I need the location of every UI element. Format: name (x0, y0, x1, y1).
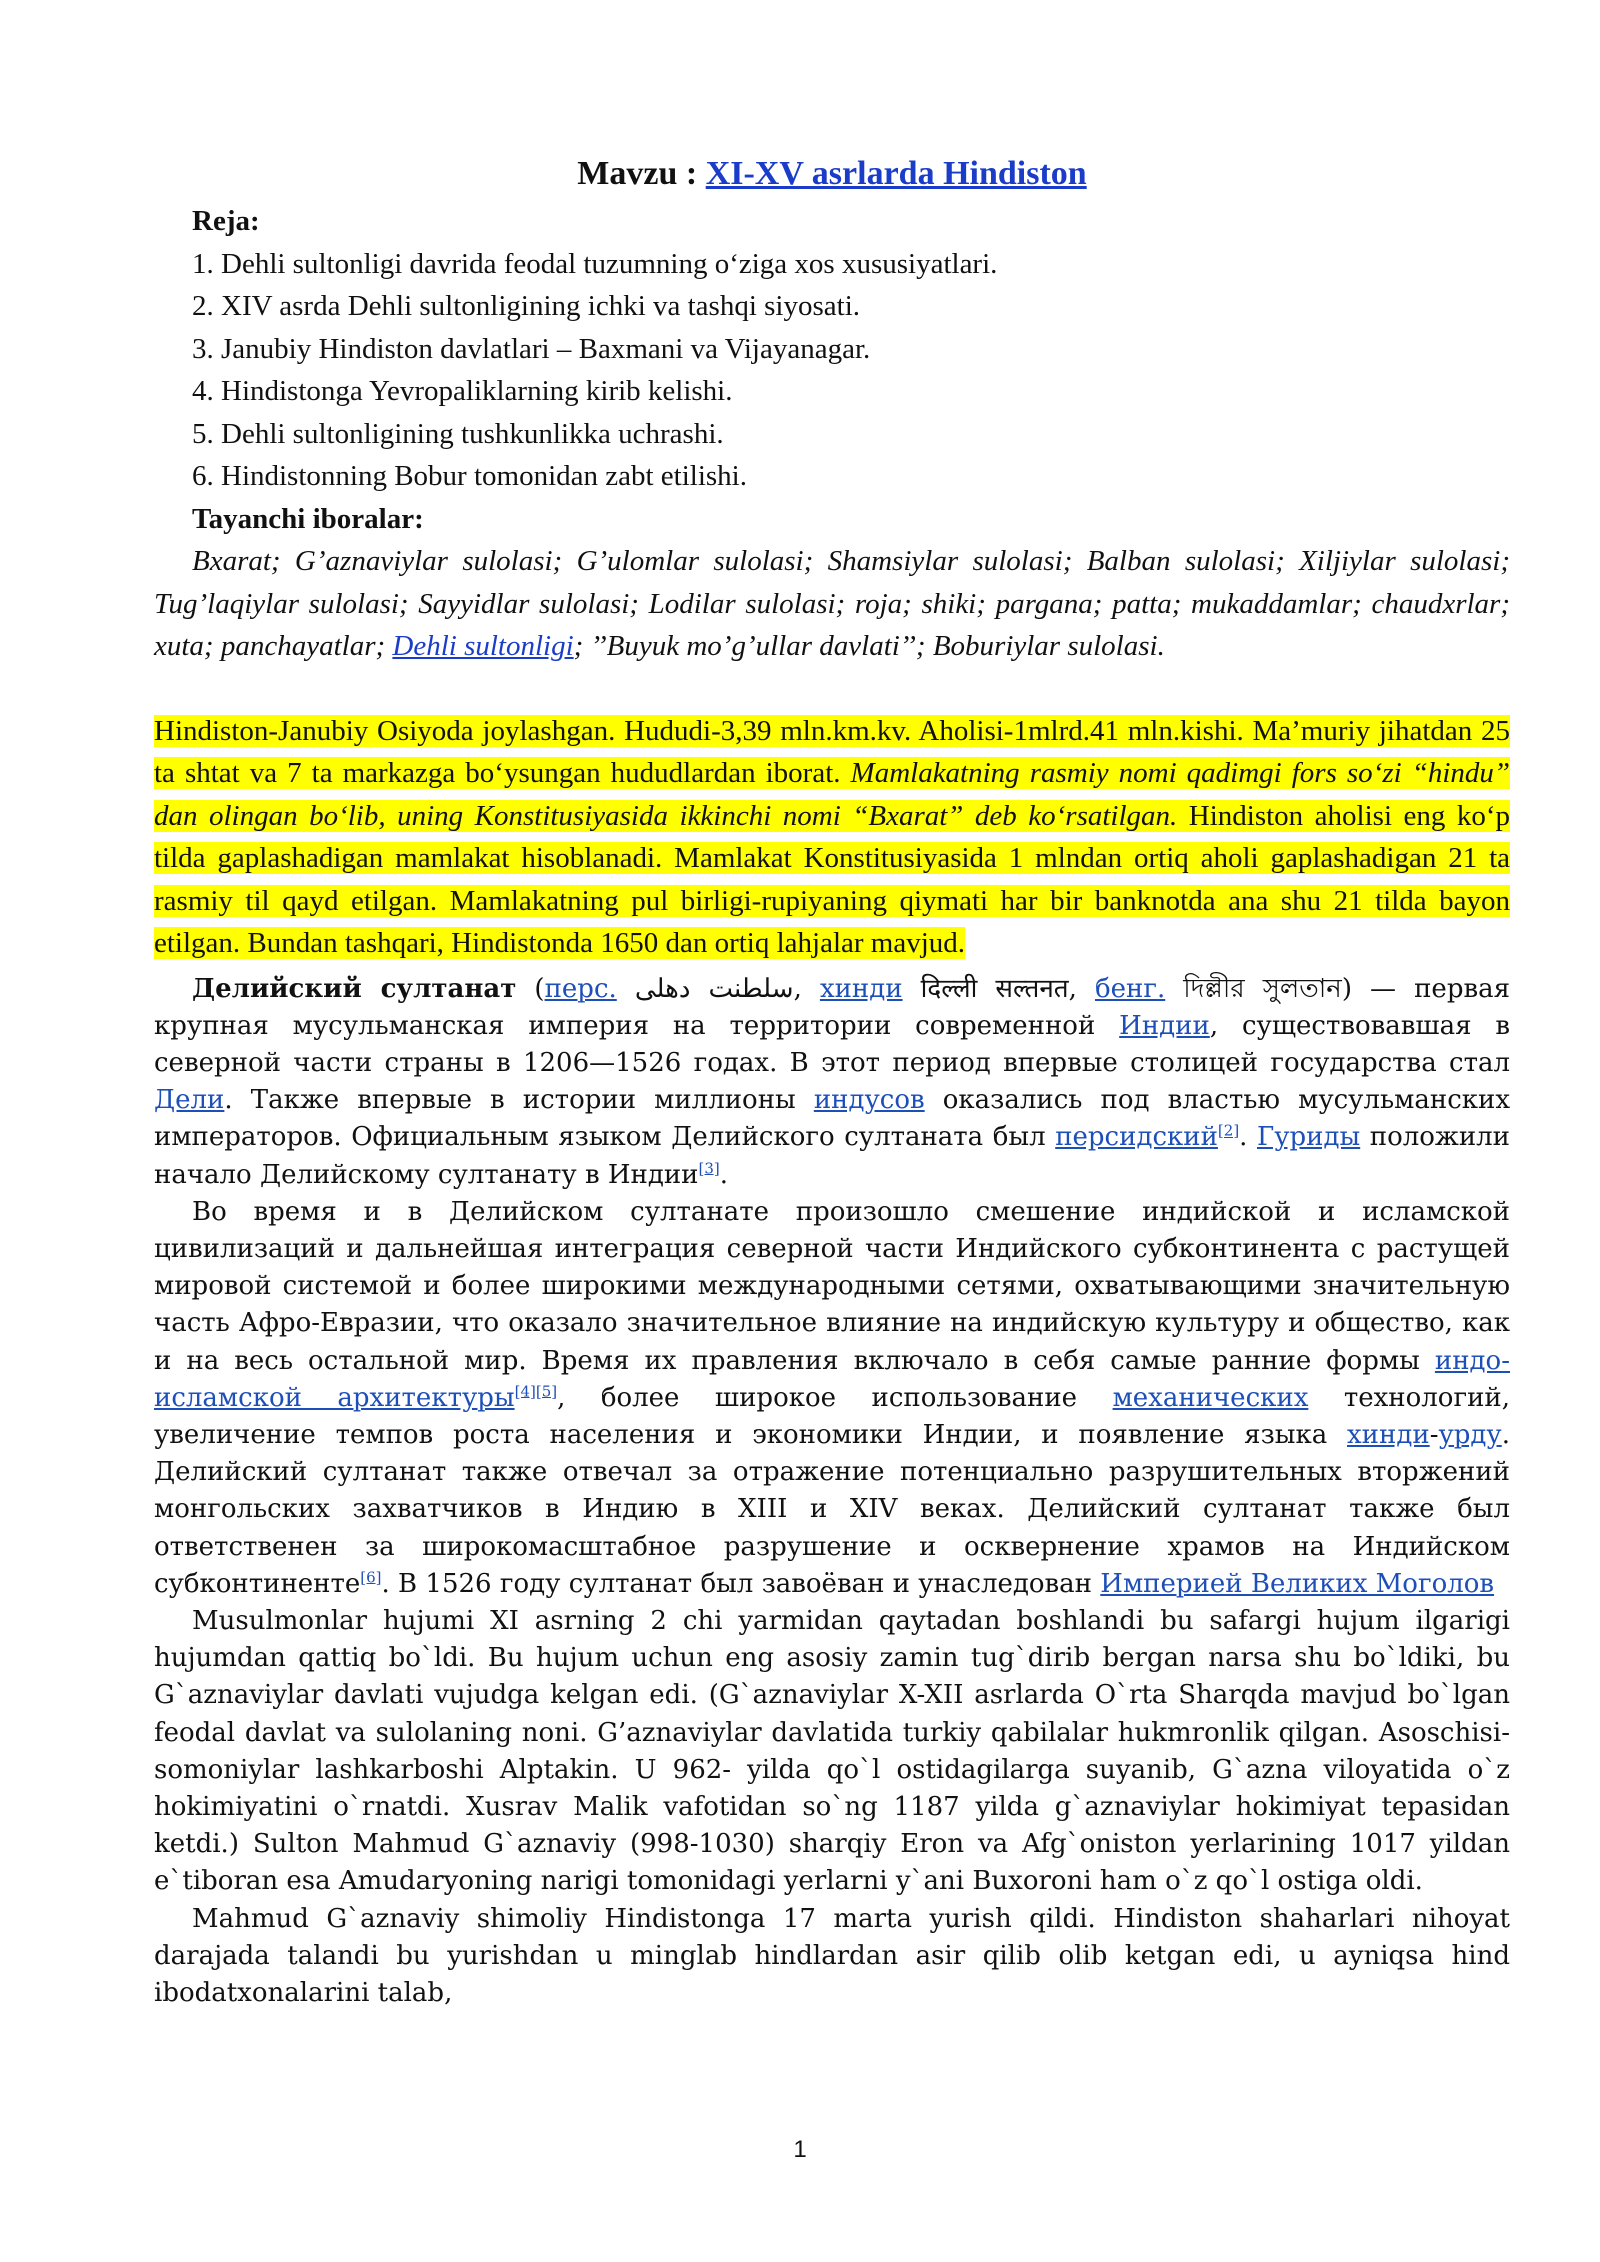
plan-item: 6. Hindistonning Bobur tomonidan zabt etilishi. (192, 460, 747, 492)
link-ghurids[interactable]: Гуриды (1257, 1122, 1361, 1153)
page-number: 1 (793, 2136, 807, 2163)
footnote-5[interactable]: [5] (535, 1382, 558, 1401)
page-title (154, 148, 1510, 200)
link-hindi[interactable]: хинди (819, 973, 903, 1004)
keywords-paragraph (154, 540, 1510, 668)
plan-item: 4. Hindistonga Yevropaliklarning kirib kelishi. (192, 375, 733, 407)
ru-paragraph-1 (154, 971, 1510, 1194)
link-mechanical[interactable]: механических (1112, 1382, 1309, 1413)
highlighted-paragraph (154, 710, 1510, 965)
keywords-text: Bxarat; G’aznaviylar sulolasi; G’ulomlar sulolasi; Shamsiylar sulolasi; Balban sulolasi; Xiljiylar sulolasi; Tug’laqiylar sulolasi; Sayyidlar sulolasi; Lodilar sulolasi; roja; shiki; pargana; patta; mukaddamlar; chaudxrlar; xuta; panchayatlar; (154, 545, 1510, 662)
link-persian[interactable]: персидский (1055, 1122, 1218, 1153)
uz-paragraph-2: Mahmud G`aznaviy shimoliy Hindistonga 17 marta yurish qildi. Hindiston shaharlari nihoyat darajada talandi bu yurishdan u minglab hindlardan asir qilib olib ketgan edi, u ayniqsa hind ibodatxonalarini talab, (154, 1903, 1510, 2008)
ru-text: سلطنت دهلی, (616, 973, 820, 1004)
keywords-heading: Tayanchi iboralar: (192, 502, 424, 535)
link-deli[interactable]: Дели (154, 1085, 225, 1116)
footnote-4[interactable]: [4] (514, 1382, 536, 1401)
footnote-2[interactable]: [2] (1217, 1121, 1240, 1140)
link-mughal-empire[interactable]: Империей Великих Моголов (1100, 1568, 1495, 1599)
ru-paragraph-2 (154, 1194, 1510, 1603)
link-pers[interactable]: перс. (544, 973, 617, 1004)
link-hindi-2[interactable]: хинди (1347, 1419, 1430, 1450)
footnote-3[interactable]: [3] (698, 1158, 720, 1177)
link-hindus[interactable]: индусов (813, 1085, 925, 1116)
uz-paragraph-1: Musulmonlar hujumi XI asrning 2 chi yarmidan qaytadan boshlandi bu safargi hujum ilgarigi hujumdan qattiq bo`ldi. Bu hujum uchun eng asosiy zamin tug`dirib bergan narsa shu bo`ldiki, bu G`aznaviylar davlati vujudga kelgan edi. (G`aznaviylar X-XII asrlarda O`rta Sharqda mavjud bo`lgan feodal davlat va sulolaning noni. G’aznaviylar davlatida turkiy qabilalar hukmronlik qilgan. Asoschisi-somoniylar lashkarboshi Alptakin. U 962- yilda qo`l ostidagilarga suyanib, G`azna viloyatida o`z hokimiyatini o`rnatdi. Xusrav Malik vafotidan so`ng 1187 yilda g`aznaviylar hokimiyat tepasidan ketdi.) Sulton Mahmud G`aznaviy (998-1030) sharqiy Eron va Afg`oniston yerlarining 1017 yildan e`tiboran esa Amudaryoning narigi tomonidagi yerlarni y`ani Buxoroni ham o`z qo`l ostiga oldi. (154, 1605, 1510, 1897)
plan-item: 2. XIV asrda Dehli sultonligining ichki va tashqi siyosati. (192, 290, 861, 322)
ru-text: . Делийский султанат также отвечал за отражение потенциально разрушительных вторжений монгольских захватчиков в Индию в XIII и XIV веках. Делийский султанат также был ответственен за широкомасштабное разрушение и осквернение храмов на Индийском субконтиненте (154, 1419, 1510, 1599)
highlight-italic-text: Mamlakatning rasmiy nomi qadimgi fors so‘zi “hindu” dan olingan bo‘lib, uning Konstitusiyasida ikkinchi nomi “Bxarat” deb ko‘rsatilgan. (154, 757, 1511, 832)
ru-text: технологий, увеличение темпов роста населения и экономики Индии, и появление языка (154, 1382, 1510, 1450)
ru-text: , более широкое использование (557, 1382, 1113, 1413)
ru-text: दिल्ली सल्तनत, (902, 973, 1095, 1004)
ru-text: দিল্লীর সুলতান) — первая крупная мусульманская империя на территории современной (154, 973, 1511, 1041)
ru-text: Во время и в Делийском султанате произошло смешение индийской и исламской цивилизаций и дальнейшая интеграция северной части Индийского субконтинента с растущей мировой системой и более широкими международными сетями, охватывающими значительную часть Афро-Евразии, что оказало значительное влияние на индийскую культуру и общество, как и на весь остальной мир. Время их правления включало в себя самые ранние формы (154, 1196, 1510, 1376)
ru-text: , существовавшая в северной части страны в 1206—1526 годах. В этот период впервые столицей государства стал (154, 1010, 1511, 1078)
footnote-6[interactable]: [6] (360, 1568, 382, 1587)
ru-text: . (719, 1159, 729, 1190)
plan-heading: Reja: (192, 205, 260, 237)
ru-bold-term: Делийский султанат (192, 973, 517, 1004)
link-india[interactable]: Индии (1119, 1010, 1210, 1041)
ru-text: . В 1526 году султанат был завоёван и унаследован (381, 1568, 1101, 1599)
keywords-text-end: ; ’’Buyuk mo’g’ullar davlati’’; Boburiylar sulolasi. (573, 630, 1165, 662)
ru-text: . Также впервые в истории миллионы (224, 1085, 814, 1116)
plan-item: 5. Dehli sultonligining tushkunlikka uchrashi. (192, 417, 724, 450)
link-beng[interactable]: бенг. (1094, 973, 1166, 1004)
title-prefix: Mavzu : (577, 155, 706, 192)
plan-item: 3. Janubiy Hindiston davlatlari – Baxmani va Vijayanagar. (192, 332, 871, 365)
blank-line (154, 668, 1510, 710)
keywords-link[interactable]: Dehli sultonligi (392, 630, 574, 662)
link-urdu[interactable]: урду (1438, 1419, 1502, 1450)
title-link[interactable]: XI-XV asrlarda Hindiston (705, 155, 1087, 192)
link-indo-islamic-architecture[interactable]: индо-исламской архитектуры (154, 1345, 1510, 1413)
ru-text: оказались под властью мусульманских императоров. Официальным языком Делийского султаната был (154, 1085, 1510, 1153)
plan-item: 1. Dehli sultonligi davrida feodal tuzumning o‘ziga xos xususiyatlari. (192, 247, 998, 280)
ru-text: положили начало Делийскому султанату в Индии (154, 1122, 1510, 1190)
ru-text: - (1429, 1419, 1439, 1450)
document-page (154, 148, 1510, 2012)
highlight-text: Hindiston-Janubiy Osiyoda joylashgan. Hududi-3,39 mln.km.kv. Aholisi-1mlrd.41 mln.kishi. Ma’muriy jihatdan 25 ta shtat va 7 ta markazga bo‘ysungan hududlardan iborat. (154, 714, 1510, 789)
plan-list (154, 243, 1510, 498)
ru-text: ( (516, 973, 545, 1004)
ru-text: . (1239, 1122, 1257, 1153)
highlight-text-2: Hindiston aholisi eng ko‘p tilda gaplashadigan mamlakat hisoblanadi. Mamlakat Konstitusiyasida 1 mlndan ortiq aholi gaplashadigan 21 ta rasmiy til qayd etilgan. Mamlakatning pul birligi-rupiyaning qiymati har bir banknotda ana shu 21 tilda bayon etilgan. Bundan tashqari, Hindistonda 1650 dan ortiq lahjalar mavjud. (154, 799, 1510, 959)
